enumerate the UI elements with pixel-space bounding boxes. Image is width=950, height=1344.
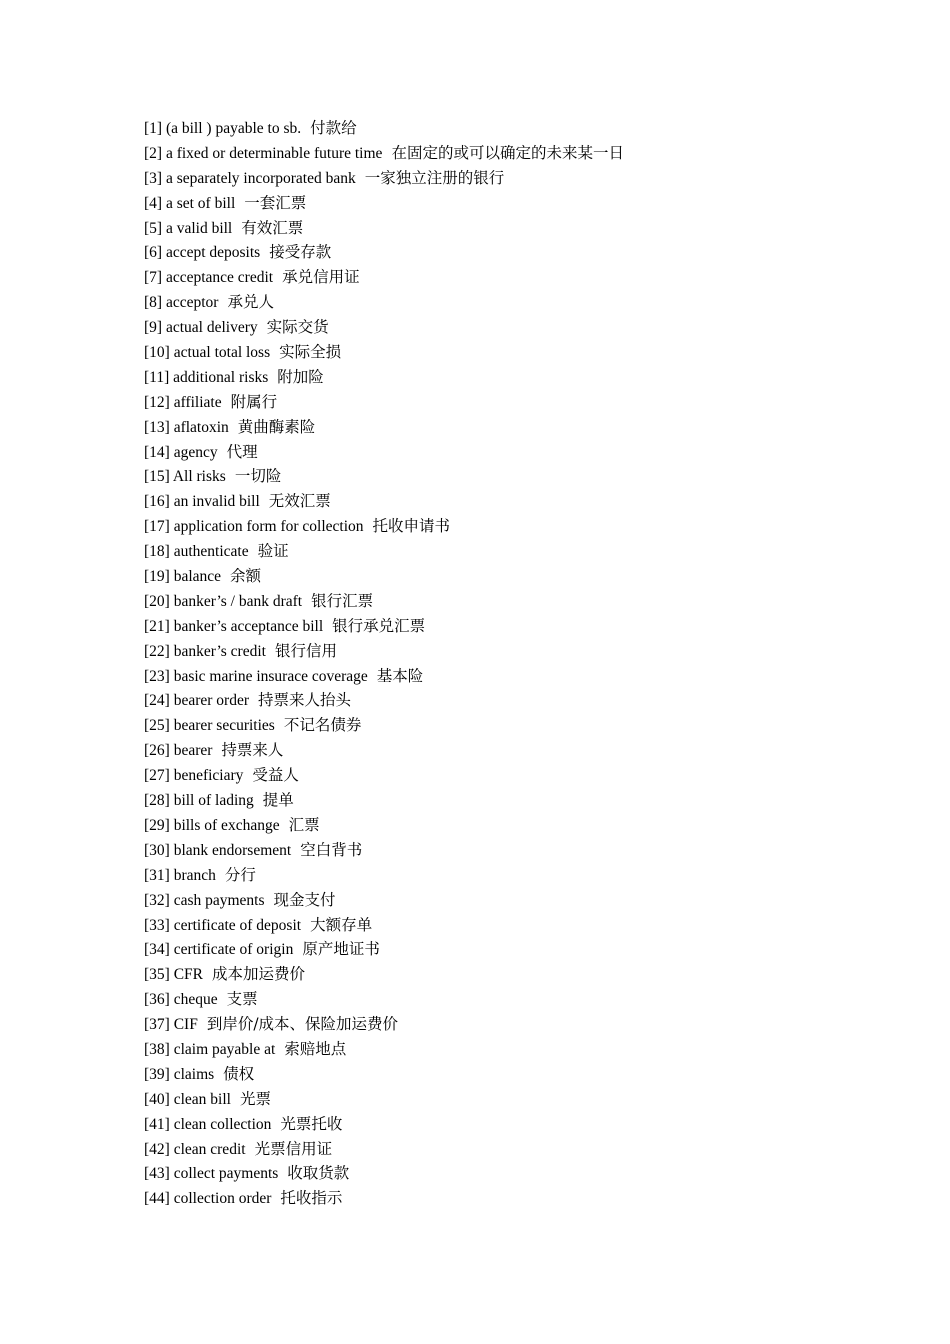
- glossary-entry: [144, 315, 624, 340]
- entry-translation: 承兑信用证: [282, 268, 360, 287]
- glossary-entry: [144, 489, 624, 514]
- glossary-entry: [144, 564, 624, 589]
- glossary-entry: [144, 141, 624, 166]
- entry-term: [40] clean bill: [144, 1090, 231, 1108]
- entry-term: [8] acceptor: [144, 294, 219, 312]
- entry-translation: 不记名债券: [283, 716, 362, 735]
- entry-term: [1] (a bill ) payable to sb.: [144, 120, 302, 137]
- entry-translation: 索赔地点: [284, 1039, 347, 1058]
- glossary-entry: [144, 589, 624, 614]
- entry-translation: 银行承兑汇票: [332, 616, 426, 635]
- entry-translation: 持票来人: [221, 741, 284, 760]
- glossary-entry: [144, 191, 624, 216]
- glossary-entry: [144, 116, 624, 141]
- entry-term: [13] aflatoxin: [144, 418, 229, 436]
- glossary-entry: [144, 863, 624, 888]
- glossary-entry: [144, 1137, 624, 1162]
- entry-translation: 银行信用: [274, 641, 337, 660]
- glossary-entry: [144, 713, 624, 738]
- glossary-entry: [144, 290, 624, 315]
- entry-term: [43] collect payments: [144, 1165, 279, 1183]
- entry-term: [24] bearer order: [144, 692, 249, 710]
- entry-translation: 余额: [230, 567, 262, 586]
- glossary-entry: [144, 688, 624, 713]
- entry-translation: 验证: [257, 542, 289, 561]
- entry-translation: 托收指示: [280, 1189, 343, 1208]
- entry-term: [26] bearer: [144, 742, 213, 760]
- entry-translation: 有效汇票: [241, 218, 304, 237]
- glossary-entry: [144, 1161, 624, 1186]
- glossary-entry: [144, 1112, 624, 1137]
- entry-term: [36] cheque: [144, 991, 218, 1009]
- entry-translation: 收取货款: [287, 1164, 350, 1183]
- glossary-entry: [144, 365, 624, 390]
- entry-term: [39] claims: [144, 1065, 215, 1083]
- entry-term: [25] bearer securities: [144, 717, 275, 735]
- glossary-list: [144, 116, 624, 1211]
- entry-term: [19] balance: [144, 568, 222, 586]
- entry-term: [22] banker’s credit: [144, 642, 266, 660]
- glossary-entry: [144, 340, 624, 365]
- entry-translation: 银行汇票: [311, 591, 374, 610]
- entry-term: [29] bills of exchange: [144, 816, 280, 834]
- entry-translation: 大额存单: [310, 915, 373, 934]
- entry-translation: 受益人: [252, 766, 299, 785]
- entry-translation: 附属行: [230, 392, 278, 411]
- entry-translation: 承兑人: [227, 293, 274, 312]
- entry-term: [41] clean collection: [144, 1115, 272, 1133]
- entry-translation: 在固定的或可以确定的未来某一日: [391, 143, 624, 162]
- entry-term: [27] beneficiary: [144, 767, 244, 785]
- entry-term: [28] bill of lading: [144, 792, 254, 810]
- entry-term: [15] All risks: [144, 468, 226, 486]
- entry-term: [35] CFR: [144, 966, 203, 984]
- glossary-entry: [144, 415, 624, 440]
- entry-translation: 分行: [224, 865, 256, 884]
- entry-translation: 成本加运费价: [212, 965, 306, 984]
- glossary-entry: [144, 1037, 624, 1062]
- glossary-entry: [144, 987, 624, 1012]
- entry-translation: 到岸价/成本、保险加运费价: [206, 1015, 399, 1034]
- entry-term: [16] an invalid bill: [144, 493, 260, 511]
- glossary-entry: [144, 639, 624, 664]
- entry-term: [3] a separately incorporated bank: [144, 169, 356, 187]
- entry-term: [11] additional risks: [144, 368, 269, 386]
- glossary-entry: [144, 265, 624, 290]
- entry-term: [33] certificate of deposit: [144, 916, 302, 934]
- glossary-entry: [144, 888, 624, 913]
- glossary-entry: [144, 614, 624, 639]
- entry-term: [18] authenticate: [144, 543, 249, 561]
- entry-translation: 汇票: [288, 815, 320, 834]
- glossary-entry: [144, 1062, 624, 1087]
- entry-translation: 支票: [226, 990, 258, 1009]
- glossary-entry: [144, 763, 624, 788]
- entry-term: [23] basic marine insurace coverage: [144, 667, 368, 685]
- entry-term: [20] banker’s / bank draft: [144, 592, 303, 610]
- glossary-entry: [144, 664, 624, 689]
- entry-term: [5] a valid bill: [144, 219, 233, 237]
- entry-translation: 托收申请书: [372, 517, 451, 536]
- entry-term: [32] cash payments: [144, 891, 265, 909]
- entry-translation: 黄曲酶素险: [237, 417, 316, 436]
- glossary-entry: [144, 166, 624, 191]
- entry-translation: 现金支付: [273, 890, 336, 909]
- entry-term: [44] collection order: [144, 1190, 272, 1208]
- glossary-entry: [144, 1186, 624, 1211]
- glossary-entry: [144, 1087, 624, 1112]
- entry-translation: 持票来人抬头: [258, 691, 352, 710]
- entry-term: [2] a fixed or determinable future time: [144, 144, 383, 162]
- entry-translation: 基本险: [376, 666, 424, 685]
- entry-translation: 光票: [239, 1089, 271, 1108]
- glossary-entry: [144, 539, 624, 564]
- entry-translation: 接受存款: [269, 243, 332, 262]
- entry-translation: 一套汇票: [244, 193, 307, 212]
- glossary-entry: [144, 838, 624, 863]
- glossary-entry: [144, 1012, 624, 1037]
- entry-translation: 提单: [262, 791, 294, 810]
- glossary-entry: [144, 216, 624, 241]
- glossary-entry: [144, 240, 624, 265]
- entry-term: [10] actual total loss: [144, 344, 271, 362]
- entry-term: [9] actual delivery: [144, 319, 258, 337]
- glossary-entry: [144, 937, 624, 962]
- glossary-entry: [144, 913, 624, 938]
- glossary-entry: [144, 788, 624, 813]
- glossary-entry: [144, 440, 624, 465]
- entry-translation: 原产地证书: [302, 940, 380, 959]
- glossary-entry: [144, 813, 624, 838]
- entry-term: [4] a set of bill: [144, 194, 236, 212]
- glossary-entry: [144, 514, 624, 539]
- entry-translation: 光票托收: [280, 1114, 343, 1133]
- entry-term: [6] accept deposits: [144, 244, 261, 262]
- entry-term: [14] agency: [144, 443, 218, 461]
- glossary-entry: [144, 738, 624, 763]
- glossary-entry: [144, 962, 624, 987]
- entry-term: [37] CIF: [144, 1016, 198, 1034]
- entry-term: [12] affiliate: [144, 393, 222, 411]
- entry-translation: 一家独立注册的银行: [364, 168, 505, 187]
- entry-translation: 代理: [226, 442, 258, 461]
- entry-translation: 实际交货: [266, 318, 329, 337]
- entry-translation: 无效汇票: [268, 492, 331, 511]
- entry-translation: 付款给: [310, 119, 357, 137]
- entry-term: [38] claim payable at: [144, 1040, 276, 1058]
- glossary-entry: [144, 464, 624, 489]
- entry-term: [30] blank endorsement: [144, 841, 292, 859]
- entry-translation: 实际全损: [279, 343, 342, 362]
- entry-translation: 附加险: [277, 367, 324, 386]
- entry-term: [21] banker’s acceptance bill: [144, 617, 324, 635]
- entry-term: [7] acceptance credit: [144, 269, 274, 287]
- entry-translation: 空白背书: [300, 840, 363, 859]
- entry-translation: 债权: [223, 1064, 255, 1083]
- entry-term: [42] clean credit: [144, 1140, 246, 1158]
- entry-translation: 一切险: [234, 467, 282, 486]
- entry-term: [31] branch: [144, 866, 216, 884]
- entry-term: [17] application form for collection: [144, 518, 364, 536]
- glossary-entry: [144, 390, 624, 415]
- entry-translation: 光票信用证: [254, 1139, 333, 1158]
- entry-term: [34] certificate of origin: [144, 941, 294, 959]
